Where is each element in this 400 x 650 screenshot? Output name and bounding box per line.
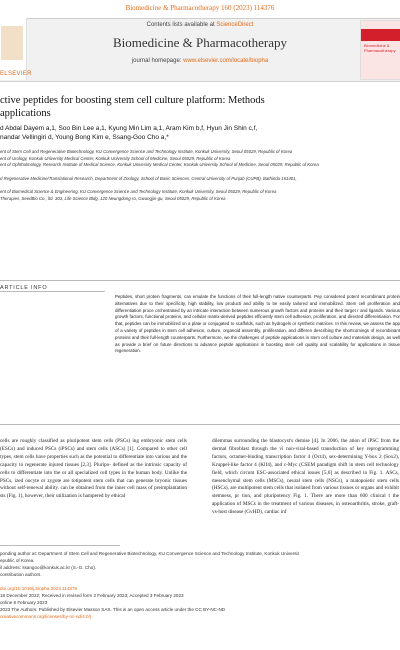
journal-cover-thumbnail[interactable] [360,20,400,80]
affiliation-item [0,183,400,189]
cover-label: Biomedicine & Pharmacotherapy [364,43,396,53]
article-title-line2: applications [0,108,51,119]
article-info-divider [0,291,105,292]
article-title [0,94,400,120]
contents-prefix: Contents lists available at [146,22,217,28]
journal-title: Biomedicine & Pharmacotherapy [112,35,287,50]
footnote-item: 2023 The Authors. Published by Elsevier Masson SAS. This is an open access article under the CC BY-NC-ND [0,607,226,612]
license-link[interactable]: creativecommons.org/licenses/by-nc-nd/4.0/). [0,614,93,619]
cover-band [361,29,400,41]
doi-link[interactable]: doi.org/10.1016/j.biopha.2023.114376 [0,586,78,591]
footnotes [0,550,400,620]
footnote-item: 18 December 2022; Received in revised form 2 February 2023; Accepted 3 February 2023 [0,593,184,598]
footnote-spacer [0,578,400,585]
section-divider [0,280,400,281]
footnote-item: contribution authors. [0,572,42,577]
body-column-right [212,438,399,517]
contents-line [0,22,400,28]
affiliation-item: Therapies, SeedBio Co., ltd. 303, Life Science Bldg, 120 Neungdong-ro, Gwangjin-gu, Seoul 05029, Republic of Korea [0,195,226,201]
footnote-item: ponding author at: Department of Stem Cell and Regenerative Biotechnology, KU Convergence Science and Technology Institute, Konkuk Universit [0,551,299,556]
affiliation-item [0,169,400,175]
affiliation-item: ent of Urology, Konkuk University Medical Center, Konkuk University School of Medicine, Seoul 05029, Republic of Korea [0,155,231,161]
body-paragraph-right: dilemmas surrounding the blastocyst's demise [4]. In 2006, the ation of iPSC from the dermal fibroblast through the vi non-viral-based transduction of key reprogramming factors, octamer-binding transcription factor 4 (Oct4), sex-determining Y-box 2 (Sox2), Kruppel-like factor 4 (Klf4), and c-Myc (CSEM paradigm shift in stem cell technology field, which circum ESC-associated ethical issues [5,6] as described in Fig. 1. ASCs, mesenchymal stem cells (MSCs), neural stem cells (NSCs), a matopoietic stem cells (HSCs), are multipotent stem cells that isolated from various tissues or organs and exhibit stemness, pr tion, and pluripotency Fig. 1. There are more than 600 clinical t the application of MSCs in the treatment of various diseases, in osteoarthritis, stroke, graft-vs-host disease (GvHD), cardiac inf [212,438,399,516]
abstract-divider [0,424,400,425]
abstract-text: Peptides, short protein fragments, can emulate the functions of their full-length native counterparts. Pep considered potent recombinant protein alternatives due to their specificity, high stability, low producti and ability to be easily tailored and immobilized. Stem cell proliferation and differentiation proce orchestrated by an intricate interaction between numerous growth factors and proteins and their target r and ligands. Various growth factors, functional proteins, and cellular matrix-derived peptides efficiently stem cell adhesion, proliferation, and directed differentiation. For that, peptides can be immobilized on a plate or conjugated to scaffolds, such as hydrogels or synthetic matrices. In this review, we assess the app of a variety of peptides in stem cell adhesion, culture, organoid assembly, proliferation, and differen describing the shortcomings of recombinant proteins and their full-length counterparts. Furthermore, we the challenges of peptide applications in stem cell culture and materials design, as well as provide a brief on future directions to advance peptide applications in boosting stem cell quality and scalability for applications in tissue regeneration. [115,294,400,354]
footnote-item: il address: ssangoo@konkuk.ac.kr (S.-G. Cho). [0,565,97,570]
affiliation-item: ent of Ophthalmology, Research Institute of Medical Science, Konkuk University Medical Center, Konkuk University School of Medicine, Seoul 05029, Republic of Korea [0,162,319,168]
article-info-label: ARTICLE INFO [0,285,48,291]
sciencedirect-link[interactable]: ScienceDirect [216,22,254,28]
footnote-item: epublic of Korea. [0,558,35,563]
author-list [0,124,400,142]
body-paragraph-left: cells are roughly classified as pluripotent stem cells (PSCs) ing embryonic stem cells (ESCs) and induced PSCs (iPSCs) and stem cells (ASCs) [1]. Compared to other cell types, stem cells have properties such as the potential to differentiate into various and the capacity to regenerate injured tissues [2,3]. Pluripo- defined as the intrinsic capacity of cells to differentiate into the or all specialized cell types in the human body. Unlike the PSCs, ized oocyte or zygote are totipotent stem cells that can generate bryonic tissues without self-renewal ability. can be obtained from the inner cell mass of preimplantation sts (Fig. 1), however, their utilization is hampered by ethical [0,438,187,500]
affiliation-item: d Regenerative Medicine/Translational Research, Department of Zoology, School of Basic Sciences, Central University of Punjab (CUPB), Bathinda 151401, [0,175,297,181]
journal-citation[interactable]: Biomedicine & Pharmacotherapy 160 (2023) 114376 [125,4,275,12]
authors-line1: d Abdal Dayem a,1, Soo Bin Lee a,1, Kyung Min Lim a,1, Aram Kim b,f, Hyun Jin Shin c,f, [0,125,258,132]
footnote-item: online 8 February 2023 [0,600,48,605]
homepage-line [0,58,400,64]
affiliation-item: ent of Stem Cell and Regenerative Biotechnology, KU Convergence Science and Technology Institute, Konkuk University, Seoul 05029, Republic of Korea [0,149,293,154]
elsevier-wordmark: ELSEVIER [0,71,32,77]
affiliations [0,149,400,203]
homepage-prefix: journal homepage: [131,58,184,64]
article-title-line1: ctive peptides for boosting stem cell culture platform: Methods [0,95,265,106]
footnote-divider [0,545,120,546]
affiliation-item: ent of Biomedical Science & Engineering, KU Convergence Science and Technology Institute, Konkuk University, Seoul 05029, Republic of Korea [0,189,277,195]
authors-line2: nandar Vellingiri d, Young Bong Kim e, Ssang-Goo Cho a,* [0,134,169,141]
body-column-left [0,438,187,501]
homepage-link[interactable]: www.elsevier.com/locate/biopha [183,58,269,64]
